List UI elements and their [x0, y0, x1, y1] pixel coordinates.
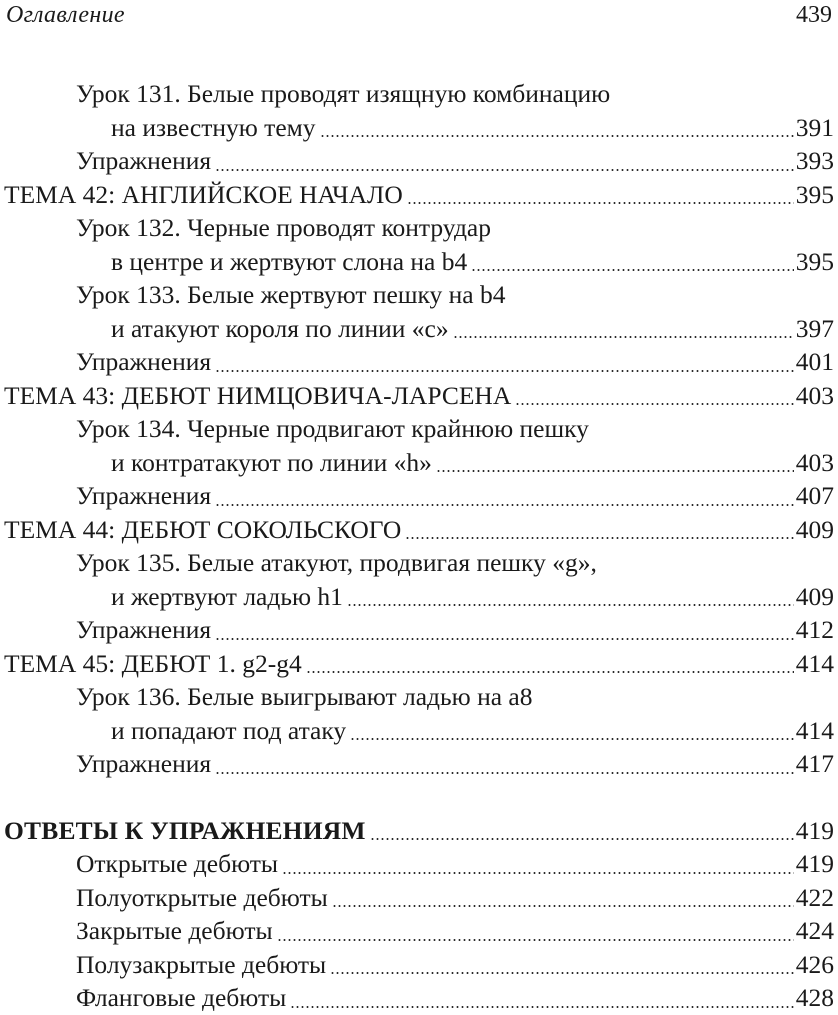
toc-entry-page: 409 — [795, 514, 834, 544]
toc-entry-text: Фланговые дебюты — [76, 983, 287, 1012]
toc-entry-text: ТЕМА 43: ДЕБЮТ НИМЦОВИЧА-ЛАРСЕНА — [4, 380, 512, 410]
toc-theme-42[interactable] — [0, 178, 838, 212]
dot-leader — [215, 504, 794, 506]
toc-entry-text: Урок 132. Черные проводят контрудар — [76, 213, 491, 242]
dot-leader — [453, 336, 794, 338]
toc-answers-open[interactable] — [0, 847, 838, 881]
running-head-title: Оглавление — [6, 2, 125, 28]
dot-leader — [515, 403, 794, 405]
toc-entry-text: Урок 134. Черные продвигают крайнюю пешку — [76, 414, 589, 443]
toc-entry-page: 407 — [795, 481, 834, 510]
toc-entry-page: 397 — [795, 313, 834, 343]
toc-entry-page: 393 — [795, 146, 834, 175]
dot-leader — [277, 939, 794, 941]
toc-entry-text: Открытые дебюты — [76, 849, 279, 878]
toc-exercises[interactable] — [0, 747, 838, 781]
toc-entry-page: 414 — [795, 648, 834, 678]
toc-answers-semi-open[interactable] — [0, 881, 838, 915]
toc-lesson-135[interactable] — [0, 546, 838, 580]
toc-entry-text: ТЕМА 44: ДЕБЮТ СОКОЛЬСКОГО — [4, 514, 402, 544]
dot-leader — [306, 671, 794, 673]
toc-entry-page: 395 — [795, 246, 834, 276]
toc-lesson-134[interactable] — [0, 412, 838, 446]
dot-leader — [350, 738, 794, 740]
dot-leader — [282, 872, 794, 874]
toc-answers-flank[interactable] — [0, 981, 838, 1015]
toc-theme-43[interactable] — [0, 379, 838, 413]
toc-lesson-134-cont[interactable] — [0, 446, 838, 480]
toc-entry-text: Упражнения — [76, 615, 212, 644]
toc-entry-text: и попадают под атаку — [111, 715, 347, 745]
toc-lesson-136-cont[interactable] — [0, 714, 838, 748]
dot-leader — [332, 905, 794, 907]
toc-entry-text: и атакуют короля по линии «с» — [111, 313, 449, 343]
toc-entry-text: Упражнения — [76, 347, 212, 376]
dot-leader — [347, 604, 794, 606]
toc-entry-text: Урок 133. Белые жертвуют пешку на b4 — [76, 280, 506, 309]
dot-leader — [215, 169, 794, 171]
running-head — [4, 0, 834, 34]
toc-answers-semi-closed[interactable] — [0, 948, 838, 982]
toc-theme-45[interactable] — [0, 647, 838, 681]
toc-exercises[interactable] — [0, 345, 838, 379]
toc-lesson-133[interactable] — [0, 278, 838, 312]
toc-entry-text: ОТВЕТЫ К УПРАЖНЕНИЯМ — [4, 815, 366, 845]
toc-entry-page: 419 — [795, 849, 834, 878]
toc-exercises[interactable] — [0, 479, 838, 513]
toc-lesson-133-cont[interactable] — [0, 312, 838, 346]
section-gap — [0, 781, 838, 814]
toc-entry-text: Упражнения — [76, 146, 212, 175]
toc-entry-page: 391 — [795, 112, 834, 142]
toc-entry-page: 414 — [795, 715, 834, 745]
dot-leader — [320, 135, 794, 137]
toc-entry-page: 428 — [795, 983, 834, 1012]
toc-entry-text: Закрытые дебюты — [76, 916, 273, 945]
toc-entry-text: и контратакуют по линии «h» — [111, 447, 432, 477]
dot-leader — [407, 202, 794, 204]
toc-exercises[interactable] — [0, 613, 838, 647]
dot-leader — [290, 1006, 793, 1008]
toc-exercises[interactable] — [0, 144, 838, 178]
toc-entry-text: Урок 136. Белые выигрывают ладью на а8 — [76, 682, 533, 711]
toc-entry-text: Полуоткрытые дебюты — [76, 882, 328, 912]
dot-leader — [330, 972, 794, 974]
toc-theme-44[interactable] — [0, 513, 838, 547]
toc-entry-text: и жертвуют ладью h1 — [111, 581, 343, 611]
toc-entry-page: 419 — [795, 815, 834, 845]
toc-lesson-132-cont[interactable] — [0, 245, 838, 279]
toc-lesson-131-cont[interactable] — [0, 111, 838, 145]
dot-leader — [471, 269, 794, 271]
toc-entry-page: 422 — [795, 882, 834, 912]
toc-entry-page: 424 — [795, 916, 834, 945]
toc-entry-page: 403 — [795, 447, 834, 477]
toc-answers-section[interactable] — [0, 814, 838, 848]
dot-leader — [405, 537, 793, 539]
toc-entry-page: 426 — [795, 949, 834, 979]
toc-entry-page: 395 — [795, 179, 834, 209]
toc-lesson-136[interactable] — [0, 680, 838, 714]
toc-entry-text: ТЕМА 42: АНГЛИЙСКОЕ НАЧАЛО — [4, 179, 403, 209]
toc-entry-page: 412 — [795, 615, 834, 644]
toc-entry-page: 403 — [795, 380, 834, 410]
toc-entry-text: Упражнения — [76, 481, 212, 510]
table-of-contents — [0, 77, 838, 1015]
dot-leader — [215, 772, 794, 774]
toc-entry-page: 409 — [795, 581, 834, 611]
toc-entry-page: 401 — [795, 347, 834, 376]
dot-leader — [215, 638, 794, 640]
toc-entry-text: ТЕМА 45: ДЕБЮТ 1. g2-g4 — [4, 648, 302, 678]
page-number: 439 — [796, 2, 832, 28]
toc-lesson-132[interactable] — [0, 211, 838, 245]
dot-leader — [436, 470, 794, 472]
toc-entry-page: 417 — [795, 749, 834, 778]
toc-answers-closed[interactable] — [0, 914, 838, 948]
dot-leader — [215, 370, 794, 372]
toc-lesson-131[interactable] — [0, 77, 838, 111]
toc-entry-text: на известную тему — [111, 112, 316, 142]
toc-entry-text: Урок 135. Белые атакуют, продвигая пешку «g», — [76, 548, 597, 577]
dot-leader — [370, 838, 794, 840]
toc-entry-text: Полузакрытые дебюты — [76, 949, 327, 979]
toc-entry-text: Упражнения — [76, 749, 212, 778]
toc-entry-text: Урок 131. Белые проводят изящную комбинацию — [76, 79, 611, 108]
toc-lesson-135-cont[interactable] — [0, 580, 838, 614]
toc-entry-text: в центре и жертвуют слона на b4 — [111, 246, 468, 276]
